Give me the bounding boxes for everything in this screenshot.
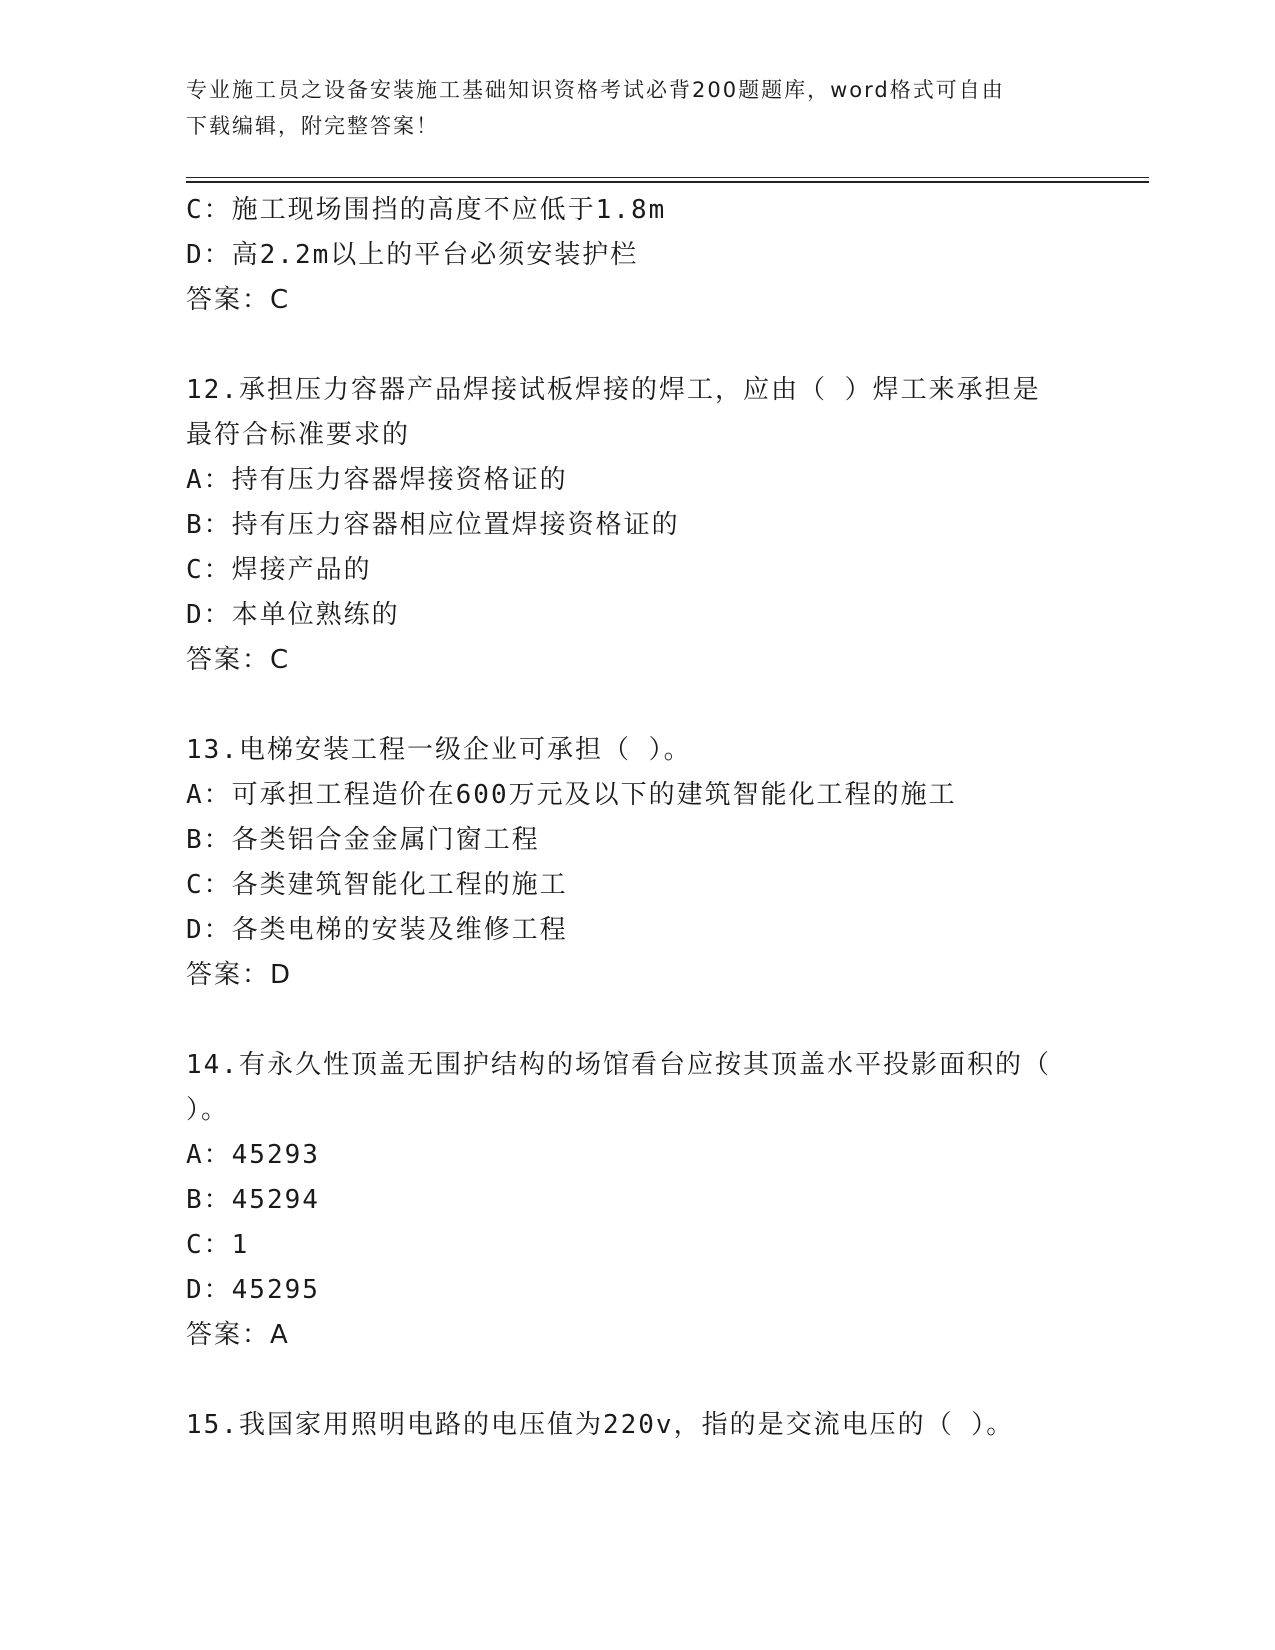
option-a: A：持有压力容器焊接资格证的 <box>186 465 568 495</box>
document-header <box>186 72 1086 144</box>
question-list <box>186 188 1086 1448</box>
option-d: D：高2.2m以上的平台必须安装护栏 <box>186 240 639 270</box>
spacer <box>186 323 1086 368</box>
question-block-12 <box>186 368 1086 683</box>
question-stem-continued: 最符合标准要求的 <box>186 420 411 450</box>
answer-line: 答案：C <box>186 285 291 315</box>
option-c: C：焊接产品的 <box>186 555 372 585</box>
option-a: A：45293 <box>186 1140 320 1170</box>
question-stem: 12.承担压力容器产品焊接试板焊接的焊工，应由（ ）焊工来承担是 <box>186 375 1041 405</box>
question-block-prev <box>186 188 1086 323</box>
option-b: B：各类铝合金金属门窗工程 <box>186 825 540 855</box>
header-divider-thin <box>186 177 1149 178</box>
option-b: B：持有压力容器相应位置焊接资格证的 <box>186 510 680 540</box>
question-stem: 13.电梯安装工程一级企业可承担（ ）。 <box>186 735 692 765</box>
option-b: B：45294 <box>186 1185 320 1215</box>
answer-line: 答案：C <box>186 645 291 675</box>
answer-line: 答案：D <box>186 960 293 990</box>
header-line-1: 专业施工员之设备安装施工基础知识资格考试必背200题题库，word格式可自由 <box>186 78 1005 102</box>
header-line-2: 下载编辑，附完整答案！ <box>186 114 439 138</box>
header-divider-thick <box>186 181 1149 183</box>
option-c: C：1 <box>186 1230 250 1260</box>
option-a: A：可承担工程造价在600万元及以下的建筑智能化工程的施工 <box>186 780 957 810</box>
question-block-13 <box>186 728 1086 998</box>
question-stem: 15.我国家用照明电路的电压值为220v，指的是交流电压的（ ）。 <box>186 1410 1015 1440</box>
question-block-15 <box>186 1403 1086 1448</box>
spacer <box>186 998 1086 1043</box>
option-d: D：45295 <box>186 1275 320 1305</box>
question-block-14 <box>186 1043 1086 1358</box>
option-d: D：本单位熟练的 <box>186 600 400 630</box>
option-d: D：各类电梯的安装及维修工程 <box>186 915 568 945</box>
question-stem-continued: ）。 <box>186 1095 230 1125</box>
spacer <box>186 683 1086 728</box>
answer-line: 答案：A <box>186 1320 290 1350</box>
question-stem: 14.有永久性顶盖无围护结构的场馆看台应按其顶盖水平投影面积的（ <box>186 1050 1051 1080</box>
option-c: C：各类建筑智能化工程的施工 <box>186 870 568 900</box>
option-c: C：施工现场围挡的高度不应低于1.8m <box>186 195 667 225</box>
spacer <box>186 1358 1086 1403</box>
